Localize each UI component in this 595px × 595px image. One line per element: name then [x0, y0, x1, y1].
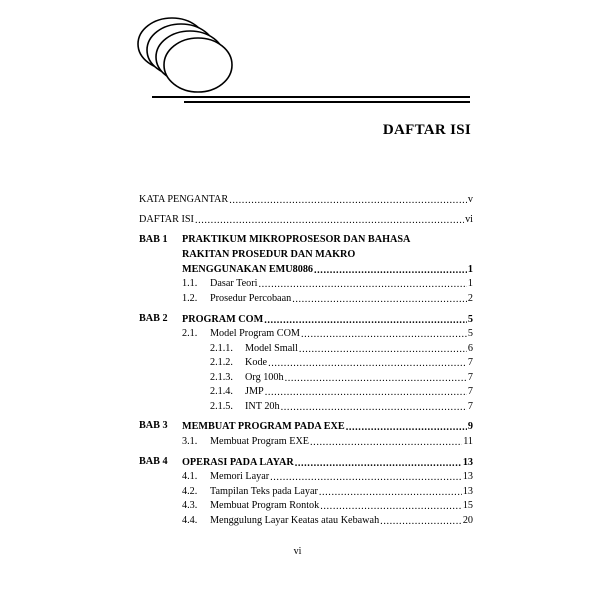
- toc-section-4-1[interactable]: 4.1. Memori Layar ..... 13: [182, 470, 473, 484]
- toc-section-4-4[interactable]: 4.4. Menggulung Layar Keatas atau Kebawah ..... 20: [182, 514, 473, 528]
- toc-subsection-2-1-4[interactable]: 2.1.4. JMP ..... 7: [210, 385, 473, 399]
- toc-subsection-2-1-1[interactable]: 2.1.1. Model Small ..... 6: [210, 342, 473, 356]
- toc-subsection-2-1-3[interactable]: 2.1.3. Org 100h ..... 7: [210, 371, 473, 385]
- page-title: DAFTAR ISI: [382, 122, 471, 138]
- chapter-title-line: PRAKTIKUM MIKROPROSESOR DAN BAHASA: [182, 234, 411, 245]
- dot-leader: [268, 358, 467, 370]
- dot-leader: [310, 437, 462, 449]
- dot-leader: [346, 422, 467, 434]
- dot-leader: [380, 516, 462, 528]
- dot-leader: [229, 195, 467, 207]
- page-number-footer: vi: [293, 546, 302, 557]
- toc-section-4-3[interactable]: 4.3. Membuat Program Rontok ..... 15: [182, 499, 473, 513]
- toc-section-1-2[interactable]: 1.2. Prosedur Percobaan ..... 2: [182, 292, 473, 306]
- dot-leader: [264, 315, 467, 327]
- chapter-number: BAB 1: [139, 234, 168, 245]
- dot-leader: [281, 402, 467, 414]
- toc-section-3-1[interactable]: 3.1. Membuat Program EXE ..... 11: [182, 435, 473, 449]
- chapter-number: BAB 2: [139, 313, 168, 324]
- dot-leader: [292, 294, 467, 306]
- dot-leader: [285, 373, 467, 385]
- toc-section-1-1[interactable]: 1.1. Dasar Teori ..... 1: [182, 277, 473, 291]
- toc-entry-daftar-isi[interactable]: DAFTAR ISI ..... vi: [139, 213, 473, 227]
- dot-leader: [265, 387, 467, 399]
- dot-leader: [319, 487, 462, 499]
- toc-chapter-2[interactable]: PROGRAM COM ..... 5: [182, 313, 473, 327]
- dot-leader: [270, 472, 462, 484]
- dot-leader: [320, 501, 462, 513]
- dot-leader: [258, 279, 466, 291]
- toc-section-4-2[interactable]: 4.2. Tampilan Teks pada Layar ..... 13: [182, 485, 473, 499]
- toc-subsection-2-1-5[interactable]: 2.1.5. INT 20h ..... 7: [210, 400, 473, 414]
- toc-chapter-1[interactable]: MENGGUNAKAN EMU8086 ..... 1: [182, 263, 473, 277]
- chapter-title-line: RAKITAN PROSEDUR DAN MAKRO: [182, 249, 356, 260]
- dot-leader: [295, 458, 462, 470]
- chapter-number: BAB 4: [139, 456, 168, 467]
- dot-leader: [301, 329, 467, 341]
- toc-chapter-4[interactable]: OPERASI PADA LAYAR ..... 13: [182, 456, 473, 470]
- dot-leader: [314, 265, 467, 277]
- chapter-number: BAB 3: [139, 420, 168, 431]
- toc-entry-kata-pengantar[interactable]: KATA PENGANTAR ..... v: [139, 193, 473, 207]
- dot-leader: [195, 215, 464, 227]
- toc-subsection-2-1-2[interactable]: 2.1.2. Kode ..... 7: [210, 356, 473, 370]
- table-of-contents: [139, 0, 473, 595]
- dot-leader: [299, 344, 467, 356]
- toc-section-2-1[interactable]: 2.1. Model Program COM ..... 5: [182, 327, 473, 341]
- toc-chapter-3[interactable]: MEMBUAT PROGRAM PADA EXE ..... 9: [182, 420, 473, 434]
